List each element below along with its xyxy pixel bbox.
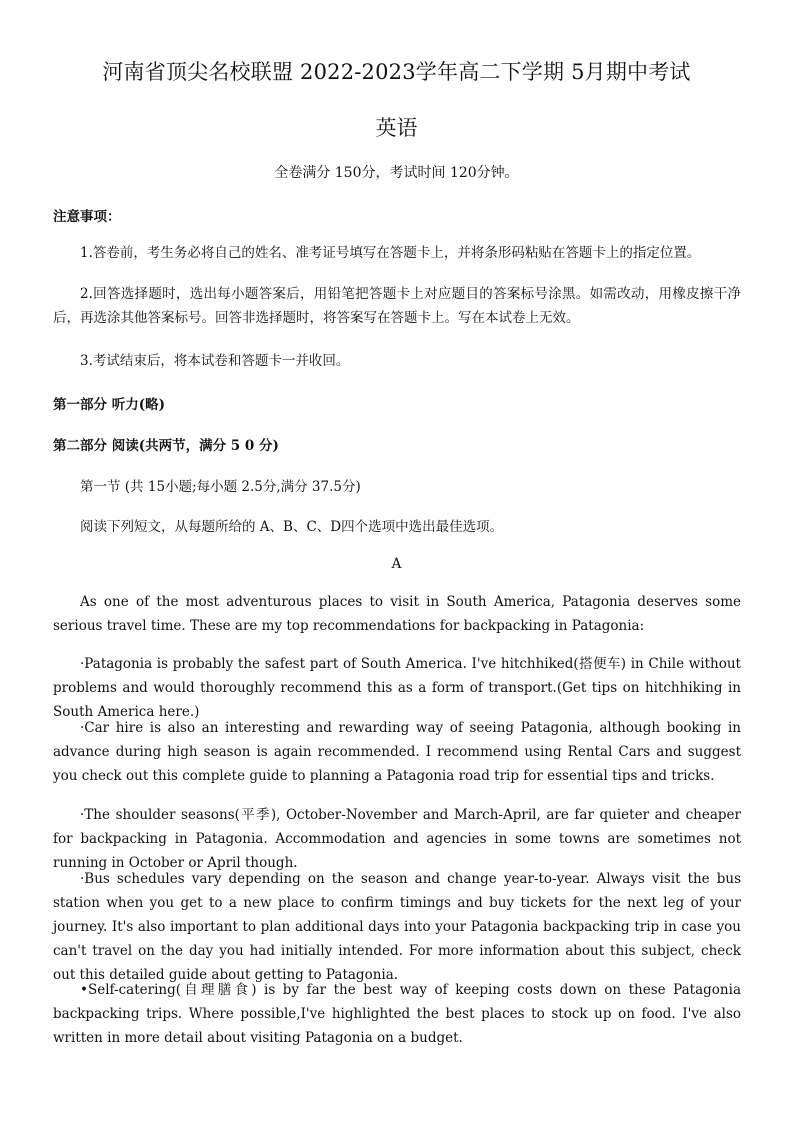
note-item-3: 3.考试结束后，将本试卷和答题卡一并收回。 [80, 353, 350, 369]
part1-heading: 第一部分 听力(略) [53, 397, 165, 413]
passage-label: A [391, 556, 402, 572]
section1-heading: 第一节 (共 15小题;每小题 2.5分,满分 37.5分) [80, 479, 361, 495]
passage-paragraph-intro: As one of the most adventurous places to visit in South America, Patagonia deserves some serious travel time. These are my top recommendations for backpacking in Patagonia: [53, 594, 741, 634]
passage-paragraph-shoulder-seasons: ·The shoulder seasons(平季), October-November and March-April, are far quieter and cheaper for backpacking in Patagonia. Accommodation and agencies in some towns are sometimes not running in October or April though. [53, 807, 741, 871]
passage-paragraph-bus-schedules: ·Bus schedules vary depending on the season and change year-to-year. Always visit the bus station when you get to a new place to confirm timings and buy tickets for the next leg of your journey. It's also important to plan additional days into your Patagonia backpacking trip in case you can't travel on the day you had initially intended. For more information about this subject, check out this detailed guide about getting to Patagonia. [53, 871, 741, 983]
notes-heading: 注意事项： [53, 209, 121, 225]
exam-info: 全卷满分 150分，考试时间 120分钟。 [274, 165, 519, 181]
passage-paragraph-car-hire: ·Car hire is also an interesting and rewarding way of seeing Patagonia, although booking in advance during high season is again recommended. I recommend using Rental Cars and suggest you check out this complete guide to planning a Patagonia road trip for essential tips and tricks. [53, 720, 741, 784]
passage-paragraph-hitchhiking: ·Patagonia is probably the safest part of South America. I've hitchhiked(搭便车) in Chile without problems and would thoroughly recommend this as a form of transport.(Get tips on hitchhiking in South America here.) [53, 656, 741, 720]
note-item-2: 2.回答选择题时，选出每小题答案后，用铅笔把答题卡上对应题目的答案标号涂黑。如需改动，用橡皮擦干净后，再选涂其他答案标号。回答非选择题时，将答案写在答题卡上。写在本试卷上无效。 [53, 286, 741, 326]
subject-title: 英语 [375, 116, 418, 140]
reading-instruction: 阅读下列短文，从每题所给的 A、B、C、D四个选项中选出最佳选项。 [80, 519, 504, 535]
exam-title: 河南省顶尖名校联盟 2022-2023学年高二下学期 5月期中考试 [102, 60, 691, 84]
part2-heading: 第二部分 阅读(共两节，满分 5 0 分) [53, 438, 279, 454]
passage-paragraph-self-catering: •Self-catering(自理膳食) is by far the best way of keeping costs down on these Patagonia backpacking trips. Where possible,I've highlighted the best places to stock up on food. I've also written in more detail about visiting Patagonia on a budget. [53, 982, 741, 1046]
note-item-1: 1.答卷前，考生务必将自己的姓名、准考证号填写在答题卡上，并将条形码粘贴在答题卡上的指定位置。 [80, 245, 701, 261]
